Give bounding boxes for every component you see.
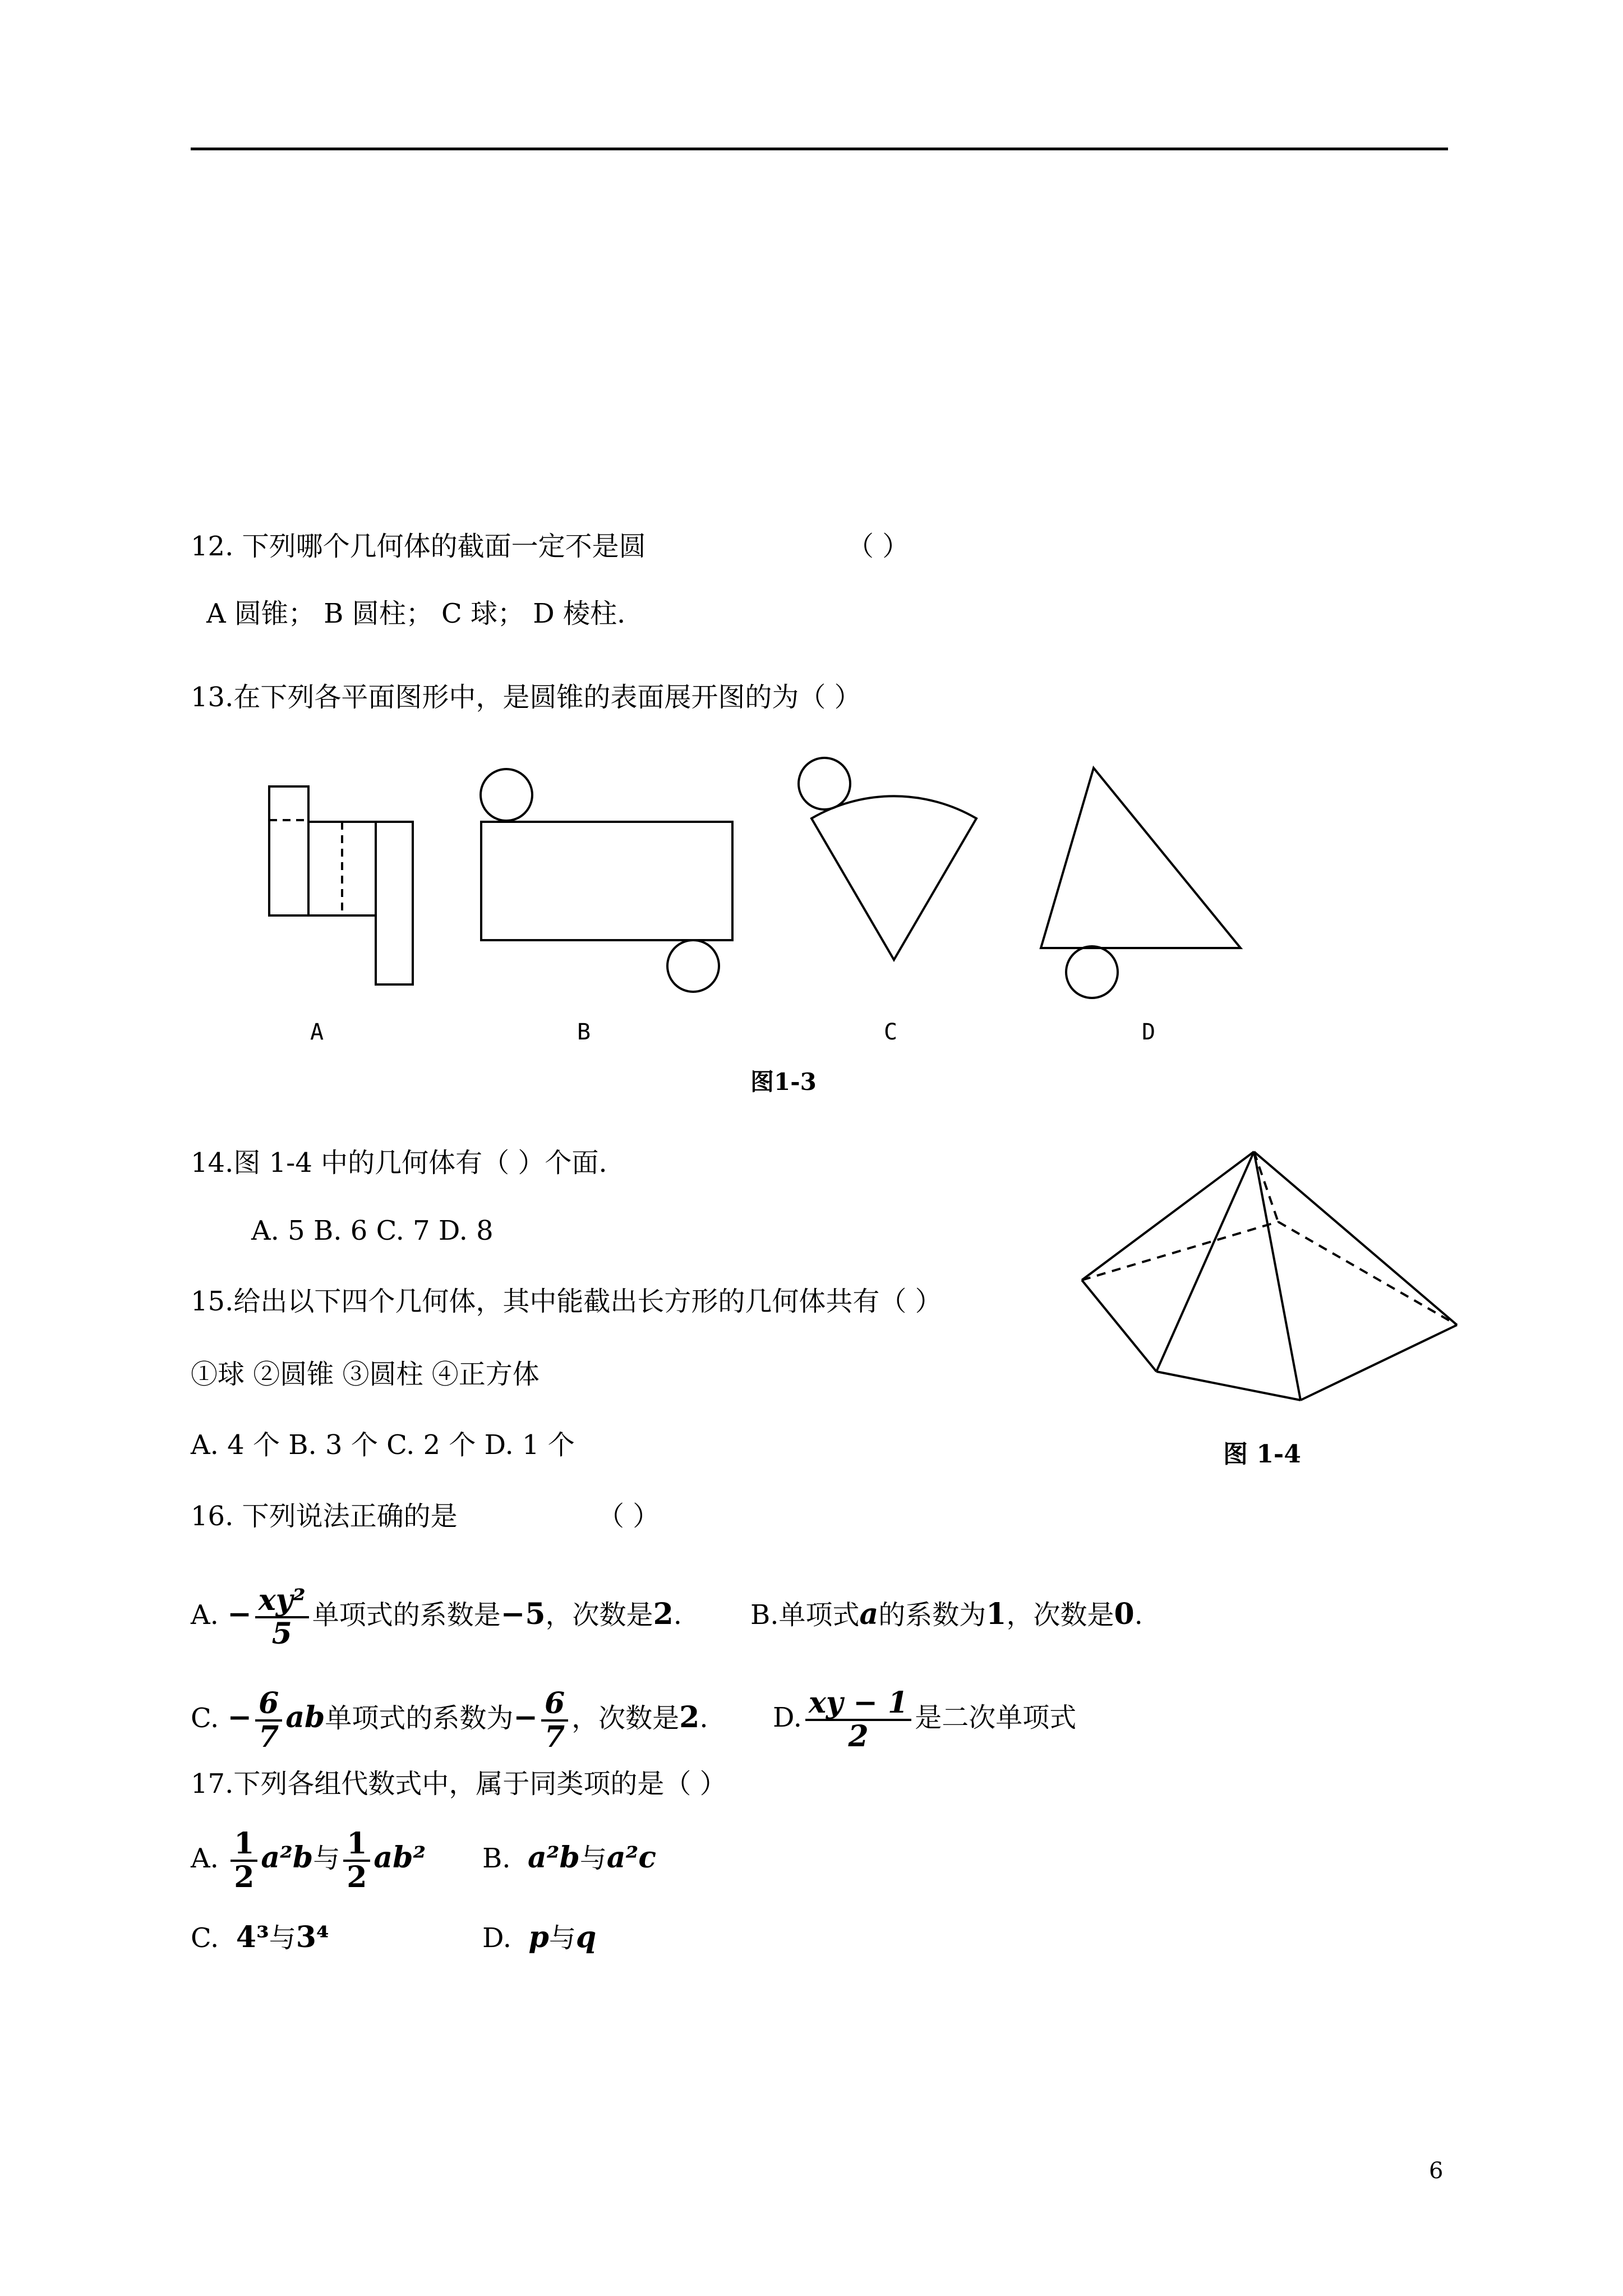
q12-options: A 圆锥； B 圆柱； C 球； D 棱柱. bbox=[206, 598, 626, 629]
q16-c-fraction bbox=[255, 1688, 282, 1753]
q17-b-term1: a²b bbox=[528, 1841, 580, 1875]
q17-a-num2: 1 bbox=[343, 1828, 370, 1862]
q17-d-with: 与 bbox=[548, 1922, 576, 1954]
q16-option-c bbox=[191, 1684, 708, 1753]
q16-a-label: A. bbox=[191, 1599, 219, 1631]
q17-option-d bbox=[482, 1921, 596, 1955]
q16-a-text1: 单项式的系数是 bbox=[312, 1599, 501, 1631]
q17-c-term1: 4³ bbox=[236, 1920, 269, 1954]
q16-b-label: B.单项式 bbox=[750, 1599, 860, 1631]
q16-b-text2: ，次数是 bbox=[1006, 1599, 1114, 1631]
q16-b-end: . bbox=[1134, 1599, 1143, 1631]
q16-a-degree: 2 bbox=[653, 1597, 674, 1631]
q16-c-den2: 7 bbox=[544, 1719, 565, 1754]
q16-b-var: a bbox=[859, 1597, 879, 1631]
q17-b-term2: a²c bbox=[606, 1841, 657, 1875]
q16-d-num: xy − 1 bbox=[805, 1687, 911, 1721]
q16-a-num: xy² bbox=[255, 1585, 309, 1618]
q17-a-fraction bbox=[230, 1828, 257, 1893]
q16-d-label: D. bbox=[773, 1702, 803, 1733]
q16-c-fraction2 bbox=[541, 1688, 568, 1753]
q16-d-den: 2 bbox=[848, 1719, 869, 1754]
q13-label-a: A bbox=[310, 1019, 324, 1045]
q16-c-num: 6 bbox=[255, 1688, 282, 1722]
q15-items: ①球 ②圆锥 ③圆柱 ④正方体 bbox=[191, 1359, 540, 1390]
q13-label-c: C bbox=[884, 1019, 898, 1045]
q16-answer-paren: （ ） bbox=[597, 1501, 660, 1532]
q16-stem: 16. 下列说法正确的是 bbox=[191, 1501, 458, 1532]
q13-label-b: B bbox=[577, 1019, 591, 1045]
q14-options: A. 5 B. 6 C. 7 D. 8 bbox=[251, 1215, 494, 1246]
page-number: 6 bbox=[1429, 2158, 1444, 2184]
q17-option-b bbox=[482, 1824, 656, 1892]
q16-b-coeff: 1 bbox=[986, 1597, 1007, 1631]
q14-figure-caption: 图 1-4 bbox=[1223, 1440, 1301, 1469]
q15-stem: 15.给出以下四个几何体，其中能截出长方形的几何体共有（ ） bbox=[191, 1286, 942, 1317]
q17-b-label: B. bbox=[482, 1843, 511, 1874]
q16-c-end: . bbox=[699, 1703, 708, 1734]
q17-a-term2: ab² bbox=[374, 1841, 426, 1875]
q16-a-coeff: −5 bbox=[500, 1597, 546, 1631]
q16-a-text2: ，次数是 bbox=[545, 1599, 653, 1631]
q17-d-term2: q bbox=[575, 1920, 597, 1954]
q17-a-term1: a²b bbox=[261, 1841, 313, 1875]
q17-stem: 17.下列各组代数式中，属于同类项的是（ ） bbox=[191, 1768, 727, 1800]
q16-c-minus: − bbox=[227, 1700, 252, 1734]
q17-a-label: A. bbox=[191, 1843, 219, 1874]
q17-b-with: 与 bbox=[579, 1843, 607, 1874]
q16-c-num2: 6 bbox=[541, 1688, 568, 1722]
q16-a-minus: − bbox=[227, 1597, 252, 1631]
q17-a-num: 1 bbox=[230, 1828, 257, 1862]
q17-option-c bbox=[191, 1921, 329, 1955]
q17-d-term1: p bbox=[528, 1920, 549, 1954]
q16-d-fraction bbox=[805, 1687, 911, 1752]
q16-d-text: 是二次单项式 bbox=[915, 1702, 1077, 1733]
q17-a-den2: 2 bbox=[347, 1860, 367, 1894]
q16-a-fraction bbox=[255, 1582, 309, 1651]
q17-a-fraction2 bbox=[343, 1828, 370, 1893]
q17-a-den: 2 bbox=[234, 1860, 255, 1894]
q16-b-text1: 的系数为 bbox=[878, 1599, 986, 1631]
q16-option-d bbox=[773, 1684, 1076, 1752]
q16-a-den: 5 bbox=[271, 1616, 292, 1651]
q14-stem: 14.图 1-4 中的几何体有（ ）个面. bbox=[191, 1147, 607, 1179]
q16-c-den: 7 bbox=[259, 1719, 279, 1754]
q16-a-end: . bbox=[673, 1599, 683, 1631]
q17-d-label: D. bbox=[482, 1922, 512, 1954]
q16-c-minus2: − bbox=[513, 1700, 538, 1734]
q16-c-text2: ，次数是 bbox=[571, 1703, 680, 1734]
q12-answer-paren: （ ） bbox=[847, 531, 910, 562]
q17-c-label: C. bbox=[191, 1922, 219, 1954]
q17-c-with: 与 bbox=[269, 1922, 296, 1954]
q16-option-b bbox=[750, 1581, 1143, 1649]
q16-c-var: ab bbox=[285, 1700, 325, 1734]
q17-a-with: 与 bbox=[313, 1843, 340, 1874]
q17-c-term2: 3⁴ bbox=[296, 1920, 329, 1954]
q16-option-a bbox=[191, 1581, 682, 1650]
q12-stem: 12. 下列哪个几何体的截面一定不是圆 bbox=[191, 531, 646, 562]
q17-option-a bbox=[191, 1824, 426, 1893]
q13-figure-caption: 图1-3 bbox=[750, 1068, 817, 1096]
q13-stem: 13.在下列各平面图形中，是圆锥的表面展开图的为（ ） bbox=[191, 682, 861, 713]
q16-c-degree: 2 bbox=[679, 1700, 700, 1734]
q16-b-degree: 0 bbox=[1114, 1597, 1135, 1631]
q16-c-label: C. bbox=[191, 1703, 219, 1734]
q15-options: A. 4 个 B. 3 个 C. 2 个 D. 1 个 bbox=[191, 1429, 575, 1461]
q13-label-d: D bbox=[1142, 1019, 1156, 1045]
q16-c-text1: 单项式的系数为 bbox=[325, 1703, 514, 1734]
